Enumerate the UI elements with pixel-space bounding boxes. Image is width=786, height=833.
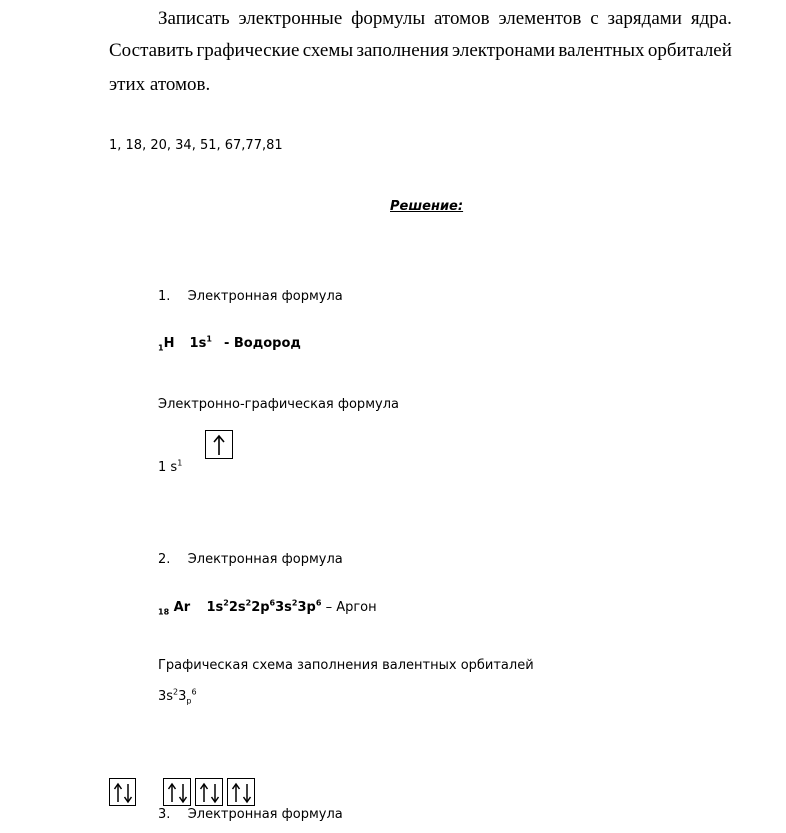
item2-name: – Аргон — [325, 600, 377, 615]
word: орбиталей — [647, 40, 732, 61]
word: элементов — [498, 8, 582, 29]
task-text-line2 — [109, 40, 732, 62]
charges-list: 1, 18, 20, 34, 51, 67,77,81 — [109, 138, 283, 153]
item2-symbol: Ar — [173, 600, 191, 615]
arrow-up-down-icon — [110, 779, 137, 807]
item1-label: Электронная формула — [187, 289, 343, 304]
item2-label: Электронная формула — [187, 552, 343, 567]
item2-number: 2. — [158, 552, 171, 567]
word: схемы — [302, 40, 354, 61]
item2-valence-a: 3s — [158, 689, 174, 704]
item2-p-orbital-box-2 — [195, 778, 223, 806]
arrow-up-icon — [206, 431, 234, 460]
item1-orbital-text: 1 s — [158, 460, 178, 475]
word: валентных — [558, 40, 645, 61]
word: зарядами — [607, 8, 682, 29]
item1-symbol: H — [163, 336, 175, 351]
word: Составить — [109, 40, 194, 61]
item1-orbital-box — [205, 430, 233, 459]
item1-number: 1. — [158, 289, 171, 304]
item1-orbital-label — [158, 460, 182, 475]
item2-heading — [158, 552, 343, 567]
task-text-line3: этих атомов. — [109, 74, 211, 95]
item2-scheme-label: Графическая схема заполнения валентных орбиталей — [158, 658, 534, 673]
item2-valence-b-sup: 6 — [191, 687, 197, 697]
item1-config-sup: 1 — [206, 334, 212, 344]
word: атомов — [433, 8, 490, 29]
solution-heading — [390, 199, 463, 214]
item1-formula — [158, 336, 301, 351]
word: графические — [196, 40, 300, 61]
item2-valence-label — [158, 689, 197, 704]
item2-valence-a-sup: 2 — [173, 687, 179, 697]
item3-heading — [158, 807, 343, 822]
arrow-up-down-icon — [196, 779, 224, 807]
item3-number: 3. — [158, 807, 171, 822]
word: ядра. — [690, 8, 732, 29]
item2-p-orbital-box-3 — [227, 778, 255, 806]
item1-graphic-label: Электронно-графическая формула — [158, 397, 399, 412]
word: с — [590, 8, 599, 29]
word: электронные — [238, 8, 343, 29]
item1-heading — [158, 289, 343, 304]
word: электронами — [452, 40, 556, 61]
item1-config: 1s — [189, 336, 207, 351]
word: формулы — [351, 8, 426, 29]
task-text-line1 — [158, 8, 732, 30]
arrow-up-down-icon — [228, 779, 256, 807]
solution-heading-text: Решение: — [390, 199, 464, 214]
item2-charge: 18 — [158, 607, 170, 617]
word: Записать — [158, 8, 230, 29]
item2-valence-b-sub: p — [186, 696, 192, 706]
item2-valence-b: 3 — [178, 689, 187, 704]
arrow-up-down-icon — [164, 779, 192, 807]
item1-charge: 1 — [158, 343, 164, 353]
item2-formula — [158, 600, 377, 615]
item2-s-orbital-box — [109, 778, 136, 806]
item3-label: Электронная формула — [187, 807, 343, 822]
item1-name: - Водород — [223, 336, 301, 351]
item2-config: $1s^22s^22p^63s^23p^6$ — [206, 598, 322, 615]
item1-orbital-sup: 1 — [177, 458, 183, 468]
word: заполнения — [356, 40, 449, 61]
item2-p-orbital-box-1 — [163, 778, 191, 806]
